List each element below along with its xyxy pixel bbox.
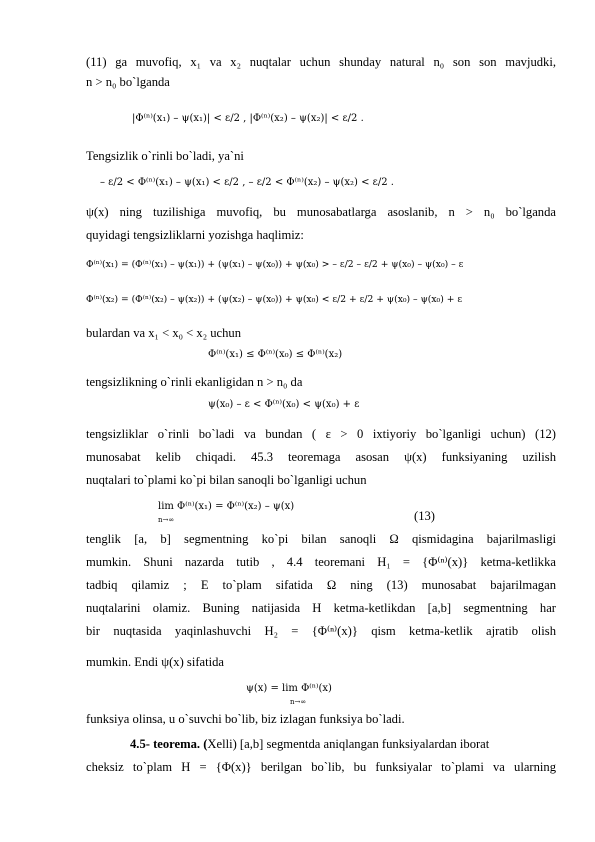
- formula-8: ψ(x) = lim Φ⁽ⁿ⁾(x): [246, 683, 332, 694]
- text-line-9: munosabat kelib chiqadi. 45.3 teoremaga asosan ψ(x) funksiyaning uzilish: [86, 450, 556, 464]
- text-line-14: nuqtalarini olamiz. Buning natijasida H ketma-ketlikdan [a,b] segmentning har: [86, 601, 556, 615]
- formula-3: Φ⁽ⁿ⁾(x₁) = (Φ⁽ⁿ⁾(x₁) – ψ(x₁)) + (ψ(x₁) – ψ(x₀)) + ψ(x₀) > – ε/2 – ε/2 + ψ(x₀) – ψ(x₀) – ε: [86, 259, 464, 270]
- theorem-heading: [130, 736, 489, 752]
- formula-5: Φ⁽ⁿ⁾(x₁) ≤ Φ⁽ⁿ⁾(x₀) ≤ Φ⁽ⁿ⁾(x₂): [208, 349, 343, 360]
- text-line-2: n > n₀ bo`lganda: [86, 75, 170, 89]
- text-line-5: quyidagi tengsizliklarni yozishga haqlimiz:: [86, 228, 304, 242]
- formula-7-limit: n→∞: [158, 516, 175, 524]
- equation-number-13: (13): [414, 509, 435, 523]
- text-line-16: mumkin. Endi ψ(x) sifatida: [86, 655, 224, 669]
- formula-1: |Φ⁽ⁿ⁾(x₁) – ψ(x₁)| < ε/2 , |Φ⁽ⁿ⁾(x₂) – ψ(x₂)| < ε/2 .: [132, 113, 364, 124]
- formula-7: lim Φ⁽ⁿ⁾(x₁) = Φ⁽ⁿ⁾(x₂) – ψ(x): [158, 501, 295, 512]
- text-line-10: nuqtalari to`plami ko`pi bilan sanoqli bo`lganligi uchun: [86, 473, 367, 487]
- text-line-19: cheksiz to`plam H = {Φ(x)} berilgan bo`lib, bu funksiyalar to`plami va ularning: [86, 760, 556, 774]
- text-line-4: ψ(x) ning tuzilishiga muvofiq, bu munosabatlarga asoslanib, n > n₀ bo`lganda: [86, 205, 556, 219]
- text-line-13: tadbiq qilamiz ; E to`plam sifatida Ω ning (13) munosabat bajarilmagan: [86, 578, 556, 592]
- text-line-6: bulardan va x₁ < x₀ < x₂ uchun: [86, 326, 242, 340]
- formula-8-limit: n→∞: [290, 698, 307, 706]
- formula-4: Φ⁽ⁿ⁾(x₂) = (Φ⁽ⁿ⁾(x₂) – ψ(x₂)) + (ψ(x₂) – ψ(x₀)) + ψ(x₀) < ε/2 + ε/2 + ψ(x₀) – ψ(x₀) + ε: [86, 294, 463, 305]
- text-line-1: (11) ga muvofiq, x₁ va x₂ nuqtalar uchun shunday natural n₀ son son mavjudki,: [86, 55, 556, 69]
- text-line-11: tenglik [a, b] segmentning ko`pi bilan sanoqli Ω qismidagina bajarilmasligi: [86, 532, 556, 546]
- text-line-17: funksiya olinsa, u o`suvchi bo`lib, biz izlagan funksiya bo`ladi.: [86, 712, 405, 726]
- text-line-12: mumkin. Shuni nazarda tutib , 4.4 teoremani H₁ = {Φ⁽ⁿ⁾(x)} ketma-ketlikka: [86, 555, 556, 569]
- text-line-7: tengsizlikning o`rinli ekanligidan n > n₀ da: [86, 375, 303, 389]
- text-line-8: tengsizliklar o`rinli bo`ladi va bundan ( ε > 0 ixtiyoriy bo`lganligi uchun) (12): [86, 427, 556, 441]
- formula-2: – ε/2 < Φ⁽ⁿ⁾(x₁) – ψ(x₁) < ε/2 , – ε/2 < Φ⁽ⁿ⁾(x₂) – ψ(x₂) < ε/2 .: [100, 177, 394, 188]
- theorem-label: 4.5- teorema. (: [130, 737, 208, 751]
- text-line-3: Tengsizlik o`rinli bo`ladi, ya`ni: [86, 149, 244, 163]
- theorem-heading-line: [130, 736, 556, 752]
- text-line-15: bir nuqtasida yaqinlashuvchi H₂ = {Φ⁽ⁿ⁾(x)} qism ketma-ketlik ajratib olish: [86, 624, 556, 638]
- formula-6: ψ(x₀) – ε < Φ⁽ⁿ⁾(x₀) < ψ(x₀) + ε: [208, 399, 360, 410]
- theorem-author: Xelli: [207, 737, 233, 751]
- theorem-statement-start: ) [a,b] segmentda aniqlangan funksiyalardan iborat: [232, 737, 490, 751]
